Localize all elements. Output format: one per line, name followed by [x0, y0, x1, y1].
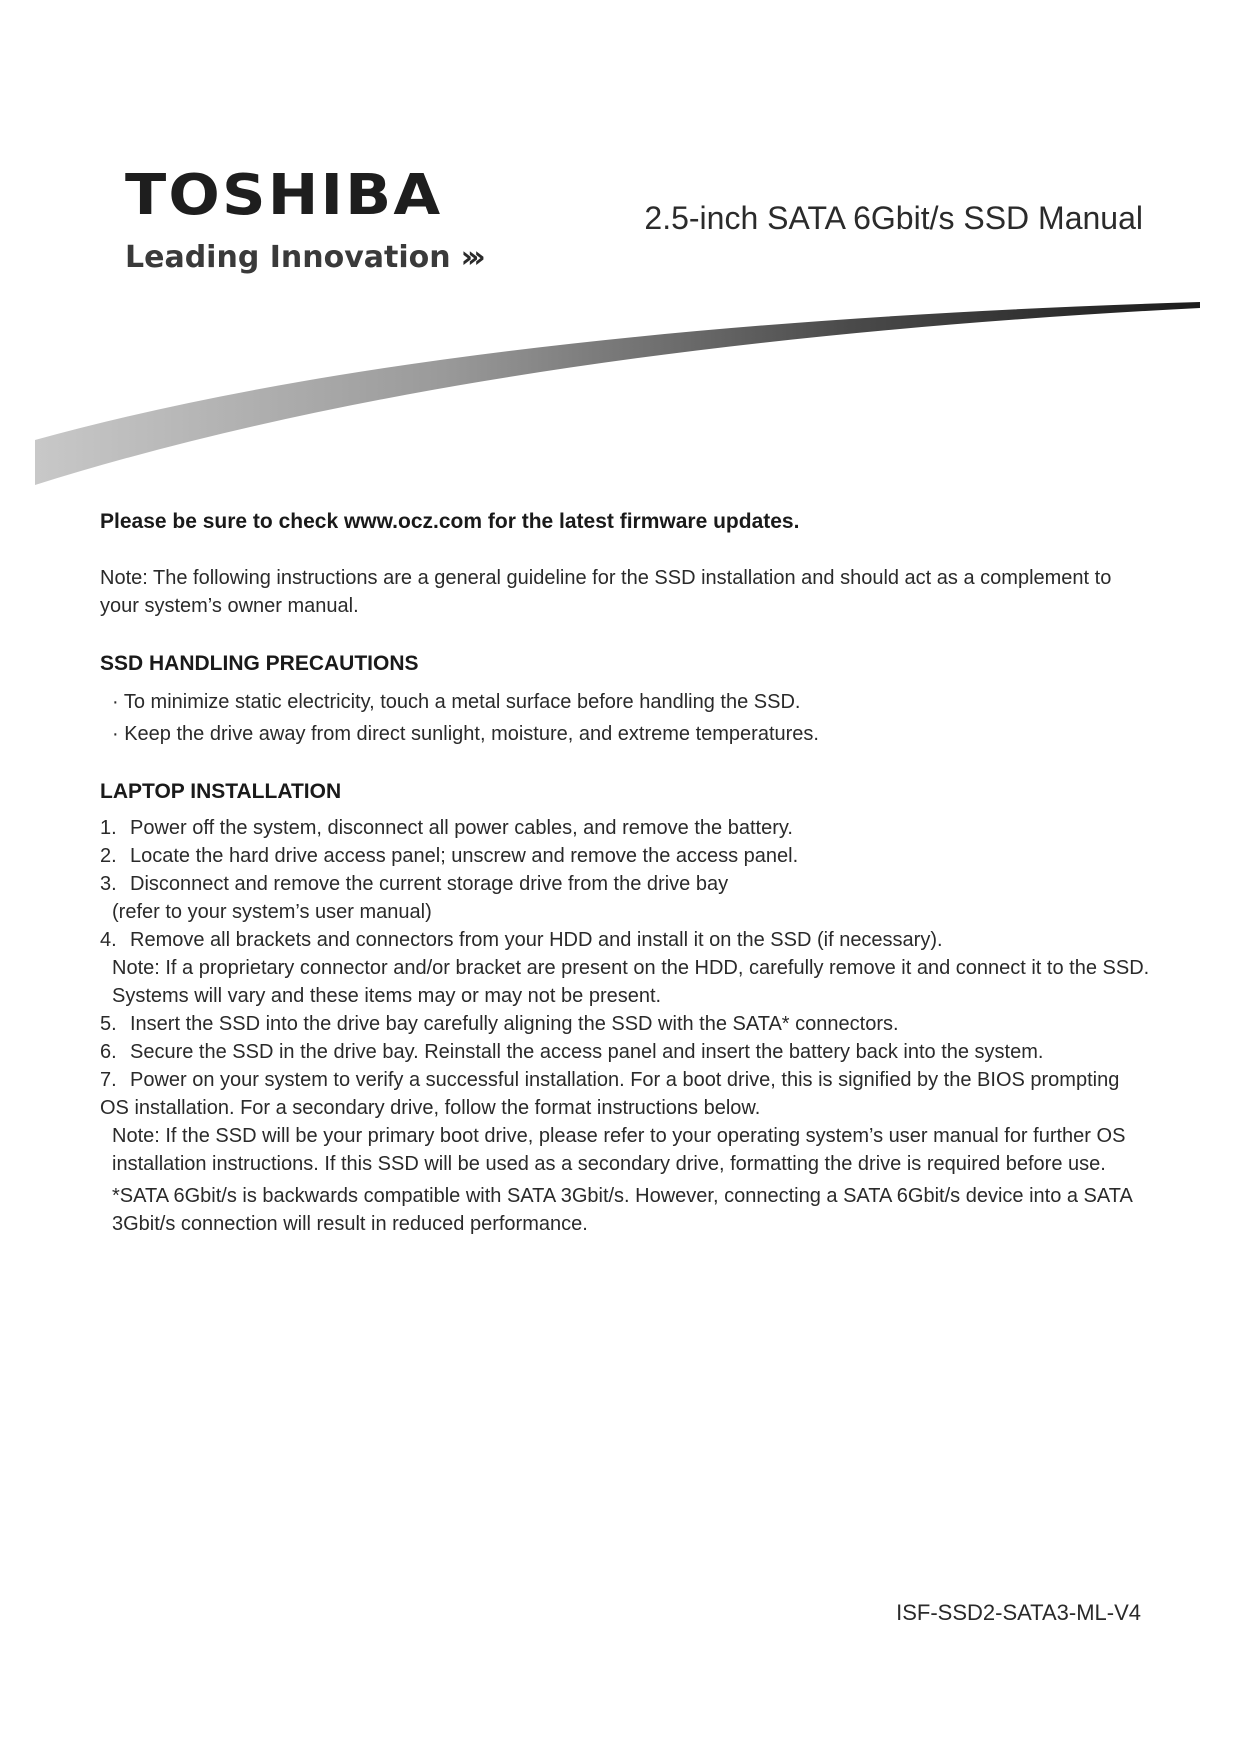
sata-footnote: *SATA 6Gbit/s is backwards compatible with SATA 3Gbit/s. However, connecting a SATA 6Gbit/s device into a SATA 3Gbit/s connection will result in reduced performance. [112, 1185, 1132, 1235]
installation-heading: LAPTOP INSTALLATION [100, 780, 342, 803]
step-text: Power off the system, disconnect all power cables, and remove the battery. [130, 817, 793, 839]
document-body [100, 510, 1150, 1238]
step-item [100, 842, 1150, 870]
step-text: Power on your system to verify a successful installation. For a boot drive, this is signified by the BIOS prompting OS installation. For a secondary drive, follow the format instructions below. [100, 1069, 1120, 1119]
step-item [100, 1010, 1150, 1038]
step-text: Remove all brackets and connectors from your HDD and install it on the SSD (if necessary). [130, 929, 943, 951]
tagline-text: Leading Innovation [125, 240, 451, 275]
document-id: ISF-SSD2-SATA3-ML-V4 [896, 1600, 1141, 1625]
step-text: Secure the SSD in the drive bay. Reinstall the access panel and insert the battery back into the system. [130, 1041, 1044, 1063]
brand-tagline [125, 240, 480, 275]
precaution-item: · To minimize static electricity, touch a metal surface before handling the SSD. [112, 691, 801, 713]
firmware-notice: Please be sure to check www.ocz.com for the latest firmware updates. [100, 510, 800, 533]
step-number: 1. [100, 817, 117, 839]
step-note: (refer to your system’s user manual) [112, 901, 432, 923]
step-number: 3. [100, 873, 117, 895]
precautions-list [100, 686, 1150, 750]
step-item [100, 1038, 1150, 1066]
step-item [100, 814, 1150, 842]
step-item [100, 1066, 1150, 1178]
step-number: 7. [100, 1069, 117, 1091]
step-number: 4. [100, 929, 117, 951]
decorative-swoosh [0, 290, 1241, 490]
step-number: 5. [100, 1013, 117, 1035]
brand-name: TOSHIBA [125, 163, 443, 228]
document-title: 2.5-inch SATA 6Gbit/s SSD Manual [644, 200, 1143, 236]
step-text: Disconnect and remove the current storage drive from the drive bay [130, 873, 729, 895]
step-note: Note: If a proprietary connector and/or bracket are present on the HDD, carefully remove it and connect it to the SSD. Systems will vary and these items may or may not be present. [112, 957, 1150, 1007]
precautions-heading: SSD HANDLING PRECAUTIONS [100, 652, 419, 675]
step-number: 6. [100, 1041, 117, 1063]
step-text: Insert the SSD into the drive bay carefully aligning the SSD with the SATA* connectors. [130, 1013, 899, 1035]
step-item [100, 870, 1150, 926]
step-number: 2. [100, 845, 117, 867]
intro-note: Note: The following instructions are a general guideline for the SSD installation and should act as a complement to your system’s owner manual. [100, 567, 1112, 617]
swoosh-shape [35, 302, 1200, 485]
toshiba-logo [125, 163, 480, 275]
installation-steps [100, 814, 1150, 1178]
step-item [100, 926, 1150, 1010]
step-note: Note: If the SSD will be your primary boot drive, please refer to your operating system’s user manual for further OS installation instructions. If this SSD will be used as a secondary drive, formatting the drive is required before use. [112, 1125, 1126, 1175]
step-text: Locate the hard drive access panel; unscrew and remove the access panel. [130, 845, 799, 867]
chevron-right-icon: ››› [460, 240, 480, 275]
precaution-item: · Keep the drive away from direct sunlight, moisture, and extreme temperatures. [112, 723, 819, 745]
